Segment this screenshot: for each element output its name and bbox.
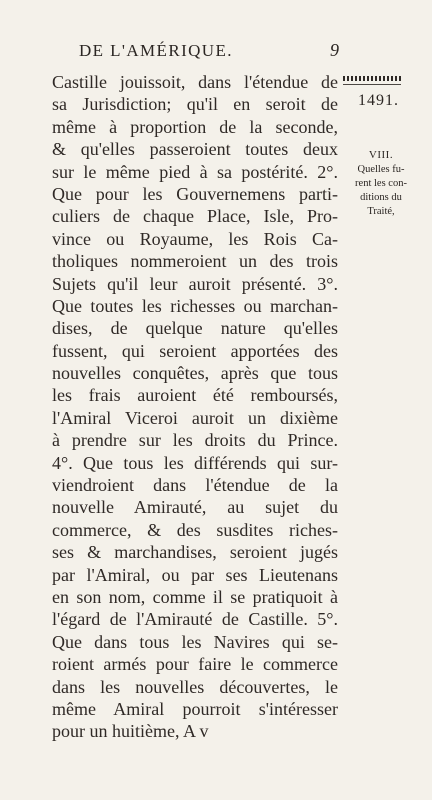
text-line: Que toutes les richesses ou marchan- bbox=[52, 295, 338, 316]
margin-rule bbox=[343, 84, 401, 85]
running-header bbox=[79, 41, 339, 65]
text-line: sa Jurisdiction; qu'il en seroit de bbox=[52, 94, 338, 115]
text-line: à prendre sur les droits du Prince. bbox=[52, 430, 338, 451]
margin-section-number: VIII. bbox=[368, 149, 394, 161]
text-line: dans les nouvelles découvertes, le bbox=[52, 676, 338, 697]
margin-note-line-1: Quelles fu- bbox=[357, 164, 405, 175]
body-text bbox=[52, 71, 338, 743]
text-line: viendroient dans l'étendue de la bbox=[52, 475, 338, 496]
text-line: nouvelles conquêtes, après que tous bbox=[52, 363, 338, 384]
text-line: sur le même pied à sa postérité. 2°. bbox=[52, 161, 338, 182]
text-line: commerce, & des susdites riches- bbox=[52, 519, 338, 540]
margin-year: 1491. bbox=[358, 92, 399, 109]
text-line: dises, de quelque nature qu'elles bbox=[52, 318, 338, 339]
text-line: 4°. Que tous les différends qui sur- bbox=[52, 452, 338, 473]
text-line: fussent, qui seroient apportées des bbox=[52, 340, 338, 361]
margin-note bbox=[345, 148, 417, 219]
text-line: ses & marchandises, seroient jugés bbox=[52, 542, 338, 563]
text-line: même à proportion de la seconde, bbox=[52, 116, 338, 137]
text-line: en son nom, comme il se pratiquoit à bbox=[52, 586, 338, 607]
text-line: vince ou Royaume, les Rois Ca- bbox=[52, 228, 338, 249]
text-line: nouvelle Amirauté, au sujet du bbox=[52, 497, 338, 518]
text-line: même Amiral pourroit s'intéresser bbox=[52, 698, 338, 719]
margin-ornament-rule bbox=[343, 76, 401, 81]
text-line: culiers de chaque Place, Isle, Pro- bbox=[52, 206, 338, 227]
text-line: les frais auroient été remboursés, bbox=[52, 385, 338, 406]
text-line: & qu'elles passeroient toutes deux bbox=[52, 139, 338, 160]
text-line: tholiques nommeroient un des trois bbox=[52, 251, 338, 272]
page-number: 9 bbox=[330, 40, 339, 60]
margin-note-line-2: rent les con- bbox=[355, 178, 407, 189]
text-line: par l'Amiral, ou par ses Lieutenans bbox=[52, 564, 338, 585]
text-line: Que dans tous les Navires qui se- bbox=[52, 631, 338, 652]
margin-note-line-3: ditions du bbox=[360, 192, 402, 203]
margin-note-line-4: Traité, bbox=[367, 206, 395, 217]
text-line: Castille jouissoit, dans l'étendue de bbox=[52, 72, 338, 92]
header-title: DE L'AMÉRIQUE. bbox=[79, 41, 233, 60]
text-line: l'égard de l'Amirauté de Castille. 5°. bbox=[52, 609, 338, 630]
text-line: Sujets qu'il leur auroit présenté. 3°. bbox=[52, 273, 338, 294]
text-line: l'Amiral Viceroi auroit un dixième bbox=[52, 407, 338, 428]
text-line: Que pour les Gouvernemens parti- bbox=[52, 183, 338, 204]
text-line: pour un huitième, A v bbox=[52, 721, 209, 742]
text-line: roient armés pour faire le commerce bbox=[52, 654, 338, 675]
